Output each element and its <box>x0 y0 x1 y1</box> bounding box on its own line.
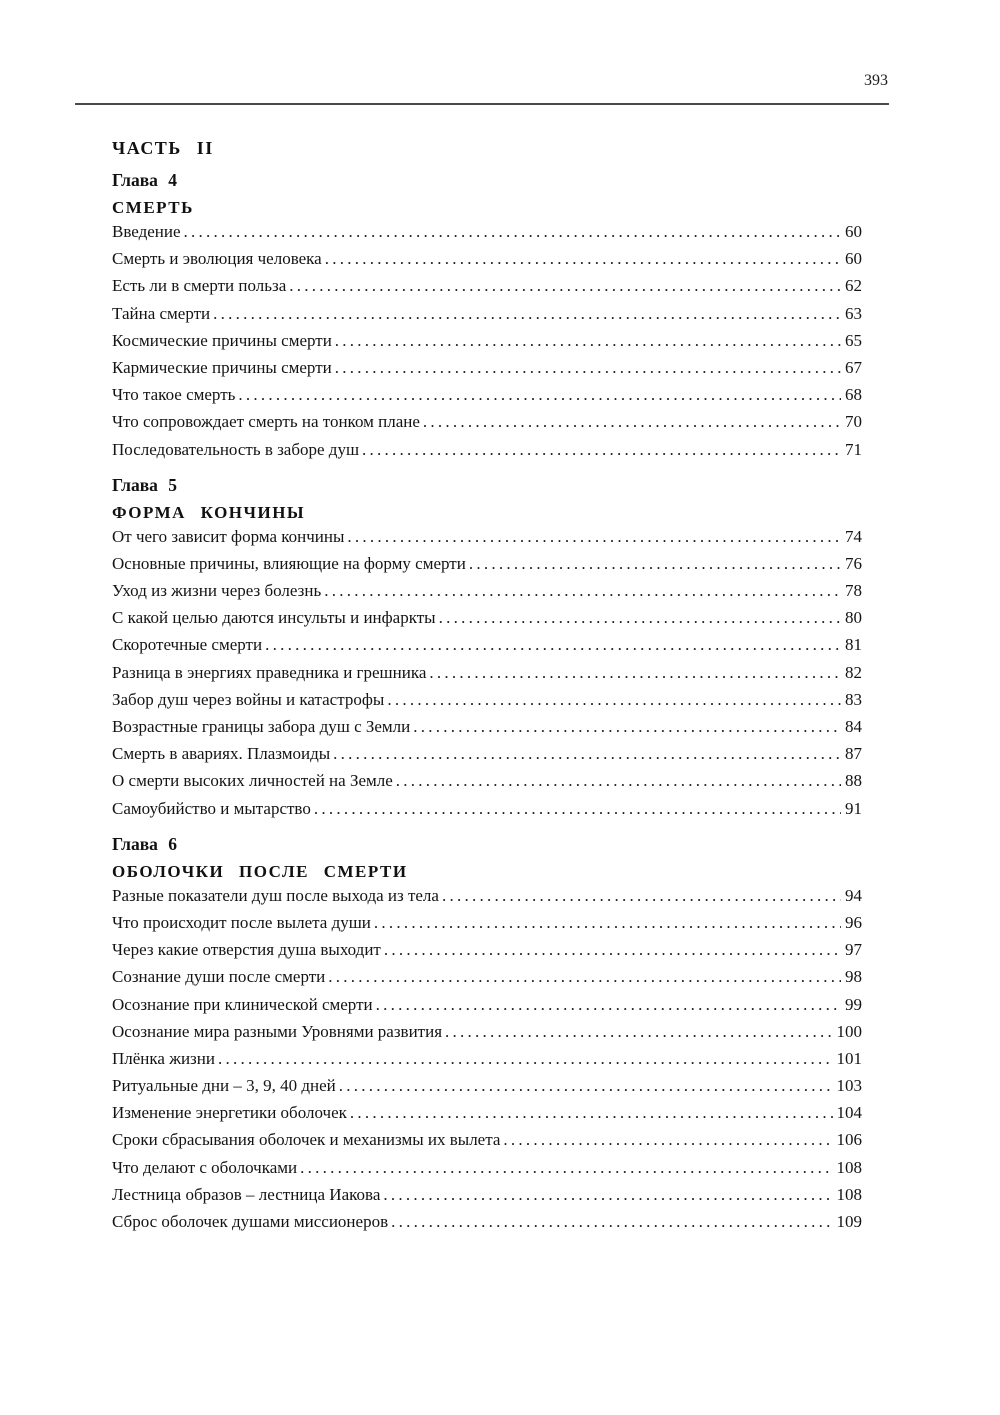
dot-leader <box>324 581 841 598</box>
toc-entry-label: Возрастные границы забора душ с Земли <box>112 717 411 736</box>
toc-entry <box>112 1212 862 1239</box>
toc-entry <box>112 249 862 276</box>
toc-entry <box>112 1130 862 1157</box>
toc-entry <box>112 581 862 608</box>
table-of-contents <box>112 134 862 1239</box>
toc-entry <box>112 527 862 554</box>
toc-entry-page: 62 <box>845 276 862 296</box>
toc-entry-page: 98 <box>845 967 862 987</box>
dot-leader <box>335 358 841 375</box>
toc-entry <box>112 744 862 771</box>
dot-leader <box>333 744 841 761</box>
toc-entry-page: 71 <box>845 439 862 459</box>
dot-leader <box>387 690 841 707</box>
toc-entry-page: 82 <box>845 662 862 682</box>
toc-entry <box>112 1185 862 1212</box>
dot-leader <box>376 995 841 1012</box>
dot-leader <box>213 304 841 321</box>
toc-section <box>112 166 862 467</box>
dot-leader <box>362 440 841 457</box>
section-title: ФОРМА КОНЧИНЫ <box>112 502 306 522</box>
toc-entry-label: Введение <box>112 222 181 241</box>
toc-entry-label: Забор душ через войны и катастрофы <box>112 689 385 709</box>
toc-entry <box>112 717 862 744</box>
dot-leader <box>339 1076 833 1093</box>
toc-entry-page: 78 <box>845 581 862 601</box>
toc-entry-page: 108 <box>836 1157 862 1177</box>
toc-entry-label: Что сопровождает смерть на тонком плане <box>112 412 420 432</box>
toc-entry <box>112 995 862 1022</box>
toc-entry-label: Осознание при клинической смерти <box>112 994 373 1014</box>
toc-entry-label: Плёнка жизни <box>112 1048 215 1068</box>
toc-entry <box>112 304 862 331</box>
toc-entry-page: 84 <box>845 717 862 736</box>
toc-entry-label: От чего зависит форма кончины <box>112 526 345 546</box>
page-number: 393 <box>864 72 888 89</box>
dot-leader <box>413 717 841 734</box>
toc-entry-page: 109 <box>836 1212 862 1231</box>
toc-entry-page: 101 <box>836 1048 862 1068</box>
toc-entry-page: 91 <box>845 798 862 818</box>
toc-entry <box>112 1158 862 1185</box>
toc-entry-page: 80 <box>845 608 862 628</box>
dot-leader <box>184 222 841 239</box>
toc-entry <box>112 385 862 412</box>
toc-entry-label: Смерть в авариях. Плазмоиды <box>112 744 331 764</box>
toc-entry-label: Последовательность в заборе душ <box>112 439 360 459</box>
toc-entry-label: Изменение энергетики оболочек <box>112 1103 347 1123</box>
toc-entry-label: Что происходит после вылета души <box>112 912 371 932</box>
toc-entry-label: Лестница образов – лестница Иакова <box>112 1184 381 1204</box>
toc-entry <box>112 358 862 385</box>
dot-leader <box>383 1185 832 1202</box>
toc-section <box>112 830 862 1239</box>
toc-entry-label: С какой целью даются инсульты и инфаркты <box>112 608 436 628</box>
toc-entry-label: Тайна смерти <box>112 303 211 323</box>
dot-leader <box>218 1049 833 1066</box>
toc-entry-page: 65 <box>845 330 862 350</box>
toc-entry-label: Кармические причины смерти <box>112 357 332 377</box>
toc-entry-label: Что делают с оболочками <box>112 1157 298 1177</box>
toc-entry <box>112 554 862 581</box>
toc-entry-label: Сознание души после смерти <box>112 967 326 987</box>
toc-entry-page: 108 <box>836 1184 862 1204</box>
header-rule <box>75 103 889 105</box>
toc-section <box>112 471 862 826</box>
toc-entry <box>112 799 862 826</box>
dot-leader <box>396 771 841 788</box>
toc-entry-label: Уход из жизни через болезнь <box>112 581 322 601</box>
toc-entry-label: Скоротечные смерти <box>112 635 263 655</box>
toc-entry-page: 76 <box>845 553 862 573</box>
toc-entry-page: 68 <box>845 385 862 405</box>
toc-entry <box>112 276 862 303</box>
toc-entry-label: Разница в энергиях праведника и грешника <box>112 662 427 682</box>
dot-leader <box>314 799 841 816</box>
toc-entry-label: Основные причины, влияющие на форму смерти <box>112 553 466 573</box>
toc-entry-page: 100 <box>836 1021 862 1041</box>
toc-entry <box>112 412 862 439</box>
toc-entry-label: Самоубийство и мытарство <box>112 798 311 818</box>
dot-leader <box>325 249 841 266</box>
toc-entry-page: 97 <box>845 940 862 960</box>
chapter-heading: Глава 6 <box>112 833 178 854</box>
dot-leader <box>469 554 841 571</box>
dot-leader <box>350 1103 833 1120</box>
toc-entry-page: 81 <box>845 635 862 655</box>
dot-leader <box>384 940 841 957</box>
toc-entry <box>112 635 862 662</box>
dot-leader <box>335 331 841 348</box>
toc-entry-label: Сброс оболочек душами миссионеров <box>112 1212 389 1231</box>
toc-entry-label: Что такое смерть <box>112 385 236 405</box>
toc-entry-label: Космические причины смерти <box>112 330 332 350</box>
dot-leader <box>238 385 841 402</box>
dot-leader <box>289 276 841 293</box>
toc-entry <box>112 967 862 994</box>
toc-entry-label: Сроки сбрасывания оболочек и механизмы их вылета <box>112 1130 501 1150</box>
toc-entry <box>112 886 862 913</box>
section-title: СМЕРТЬ <box>112 198 194 217</box>
dot-leader <box>423 412 841 429</box>
dot-leader <box>391 1212 832 1229</box>
dot-leader <box>445 1022 832 1039</box>
toc-entry-label: Смерть и эволюция человека <box>112 249 322 269</box>
toc-entry-label: Ритуальные дни – 3, 9, 40 дней <box>112 1076 336 1096</box>
toc-entry <box>112 331 862 358</box>
toc-entry <box>112 1022 862 1049</box>
toc-entry <box>112 913 862 940</box>
toc-entry <box>112 608 862 635</box>
toc-entry-label: Разные показатели душ после выхода из тела <box>112 885 439 905</box>
toc-entry <box>112 663 862 690</box>
toc-entry-page: 99 <box>845 994 862 1014</box>
dot-leader <box>347 527 841 544</box>
dot-leader <box>442 886 841 903</box>
toc-entry-page: 94 <box>845 885 862 905</box>
toc-entry-page: 60 <box>845 222 862 241</box>
toc-entry-page: 83 <box>845 689 862 709</box>
dot-leader <box>374 913 841 930</box>
toc-entry-page: 96 <box>845 912 862 932</box>
toc-entry-page: 70 <box>845 412 862 432</box>
toc-entry <box>112 1076 862 1103</box>
toc-entry <box>112 940 862 967</box>
toc-sections <box>112 166 862 1239</box>
toc-entry-page: 104 <box>836 1103 862 1123</box>
toc-entry <box>112 771 862 798</box>
part-heading: ЧАСТЬ II <box>112 138 214 158</box>
dot-leader <box>328 967 841 984</box>
dot-leader <box>439 608 841 625</box>
toc-entry-label: Есть ли в смерти польза <box>112 276 287 296</box>
toc-entry-page: 106 <box>836 1130 862 1150</box>
dot-leader <box>300 1158 832 1175</box>
chapter-heading: Глава 4 <box>112 170 178 190</box>
toc-entry-label: О смерти высоких личностей на Земле <box>112 771 393 791</box>
toc-entry <box>112 440 862 467</box>
toc-entry-page: 103 <box>836 1076 862 1096</box>
section-title: ОБОЛОЧКИ ПОСЛЕ СМЕРТИ <box>112 861 408 881</box>
dot-leader <box>503 1130 832 1147</box>
toc-entry-page: 67 <box>845 357 862 377</box>
toc-entry <box>112 222 862 249</box>
toc-entry-page: 74 <box>845 526 862 546</box>
toc-entry-label: Через какие отверстия душа выходит <box>112 940 381 960</box>
chapter-heading: Глава 5 <box>112 474 178 495</box>
toc-entry <box>112 1049 862 1076</box>
toc-entry <box>112 690 862 717</box>
toc-entry-page: 88 <box>845 771 862 791</box>
toc-entry-page: 87 <box>845 744 862 764</box>
dot-leader <box>265 635 841 652</box>
toc-entry-page: 60 <box>845 249 862 269</box>
toc-entry <box>112 1103 862 1130</box>
toc-entry-label: Осознание мира разными Уровнями развития <box>112 1021 443 1041</box>
dot-leader <box>429 663 841 680</box>
toc-entry-page: 63 <box>845 303 862 323</box>
